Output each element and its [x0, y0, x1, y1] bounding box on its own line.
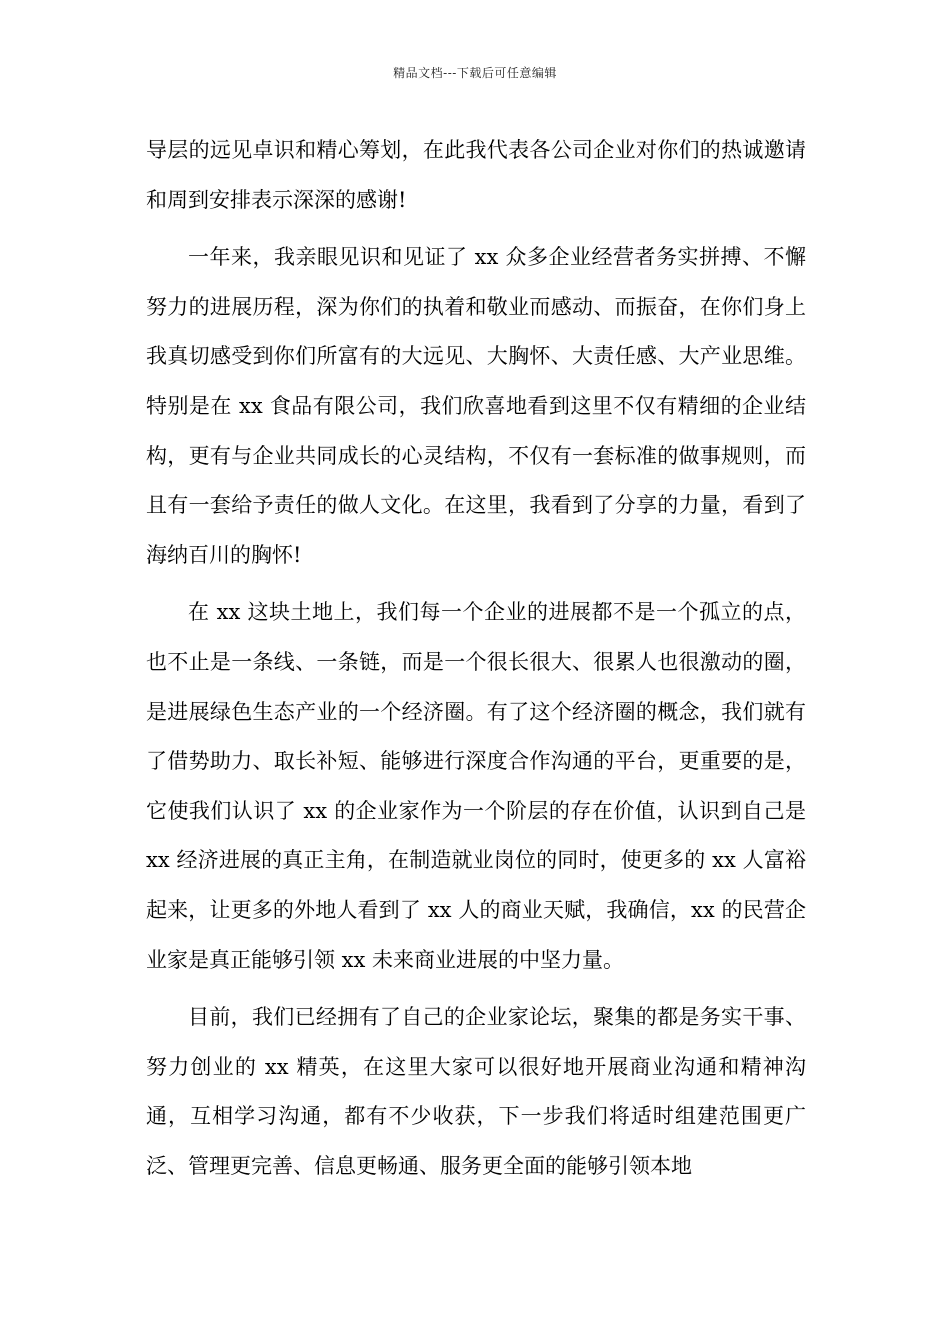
paragraph-1: 导层的远见卓识和精心筹划，在此我代表各公司企业对你们的热诚邀请和周到安排表示深深的感谢! [146, 138, 806, 212]
page-header: 精品文档---下载后可任意编辑 [393, 66, 557, 80]
document-body [146, 126, 806, 1191]
paragraph-2: 一年来，我亲眼见识和见证了 xx 众多企业经营者务实拼搏、不懈努力的进展历程，深为你们的执着和敬业而感动、而振奋，在你们身上我真切感受到你们所富有的大远见、大胸怀、大责任感、大产业思维。特别是在 xx 食品有限公司，我们欣喜地看到这里不仅有精细的企业结构，更有与企业共同成长的心灵结构，不仅有一套标准的做事规则，而且有一套给予责任的做人文化。在这里，我看到了分享的力量，看到了海纳百川的胸怀! [146, 245, 806, 567]
paragraph-3: 在 xx 这块土地上，我们每一个企业的进展都不是一个孤立的点，也不止是一条线、一条链，而是一个很长很大、很累人也很激动的圈，是进展绿色生态产业的一个经济圈。有了这个经济圈的概念，我们就有了借势助力、取长补短、能够进行深度合作沟通的平台，更重要的是，它使我们认识了 xx 的企业家作为一个阶层的存在价值，认识到自己是 xx 经济进展的真正主角，在制造就业岗位的同时，使更多的 xx 人富裕起来，让更多的外地人看到了 xx 人的商业天赋，我确信，xx 的民营企业家是真正能够引领 xx 未来商业进展的中坚力量。 [146, 600, 806, 972]
paragraph-4: 目前，我们已经拥有了自己的企业家论坛，聚集的都是务实干事、努力创业的 xx 精英，在这里大家可以很好地开展商业沟通和精神沟通，互相学习沟通，都有不少收获，下一步我们将适时组建范围更广泛、管理更完善、信息更畅通、服务更全面的能够引领本地 [146, 1005, 806, 1178]
